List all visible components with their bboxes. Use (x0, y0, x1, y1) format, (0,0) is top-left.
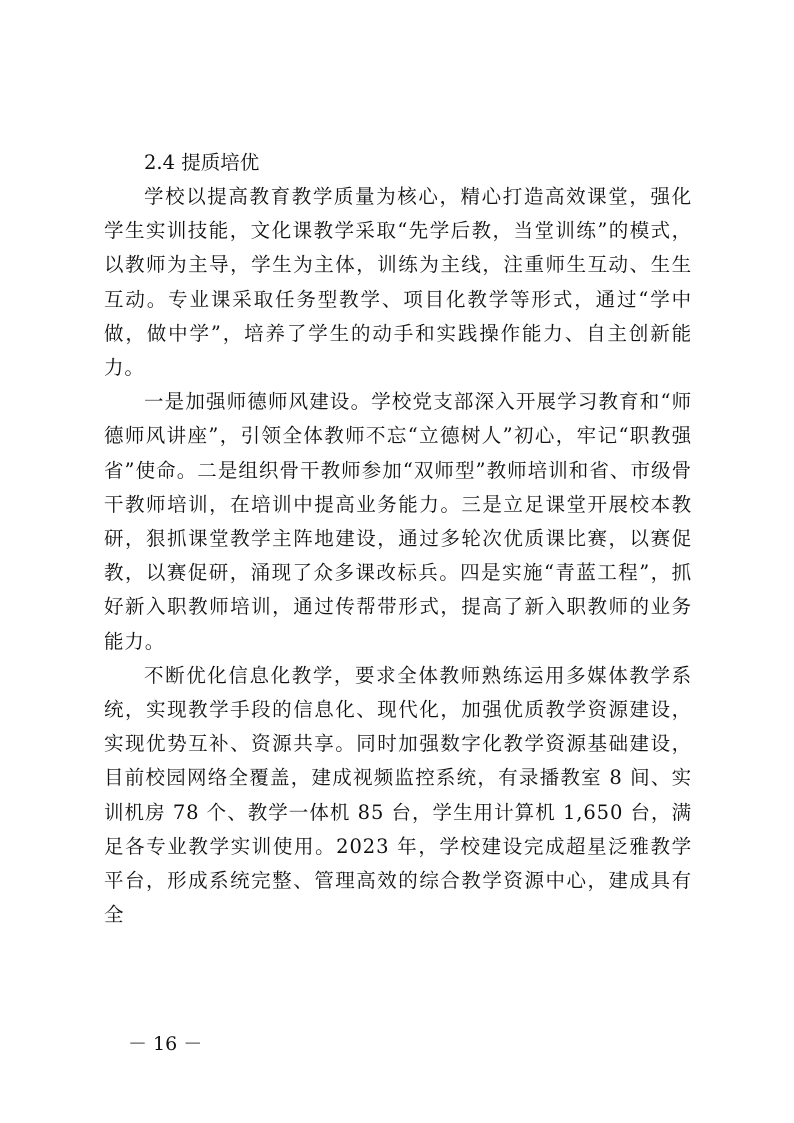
page-body (104, 146, 692, 932)
section-heading: 2.4 提质培优 (144, 151, 260, 174)
paragraph-informatization: 不断优化信息化教学，要求全体教师熟练运用多媒体教学系统，实现教学手段的信息化、现代化，加强优质教学资源建设，实现优势互补、资源共享。同时加强数字化教学资源基础建设，目前校园网络全覆盖，建成视频监控系统，有录播教室 8 间、实训机房 78 个、教学一体机 85 台，学生用计算机 1,650 台，满足各专业教学实训使用。2023 年，学校建设完成超星泛雅教学平台，形成系统完整、管理高效的综合教学资源中心，建成具有全 (104, 663, 692, 927)
page-number: － 16 － (128, 1033, 203, 1055)
paragraph-teaching-quality: 学校以提高教育教学质量为核心，精心打造高效课堂，强化学生实训技能，文化课教学采取“先学后教，当堂训练”的模式，以教师为主导，学生为主体，训练为主线，注重师生互动、生生互动。专业课采取任务型教学、项目化教学等形式，通过“学中做，做中学”，培养了学生的动手和实践操作能力、自主创新能力。 (104, 185, 692, 380)
paragraph-teacher-development: 一是加强师德师风建设。学校党支部深入开展学习教育和“师德师风讲座”，引领全体教师不忘“立德树人”初心，牢记“职教强省”使命。二是组织骨干教师参加“双师型”教师培训和省、市级骨干教师培训，在培训中提高业务能力。三是立足课堂开展校本教研，狠抓课堂教学主阵地建设，通过多轮次优质课比赛，以赛促教，以赛促研，涌现了众多课改标兵。四是实施“青蓝工程”，抓好新入职教师培训，通过传帮带形式，提高了新入职教师的业务能力。 (104, 390, 692, 653)
